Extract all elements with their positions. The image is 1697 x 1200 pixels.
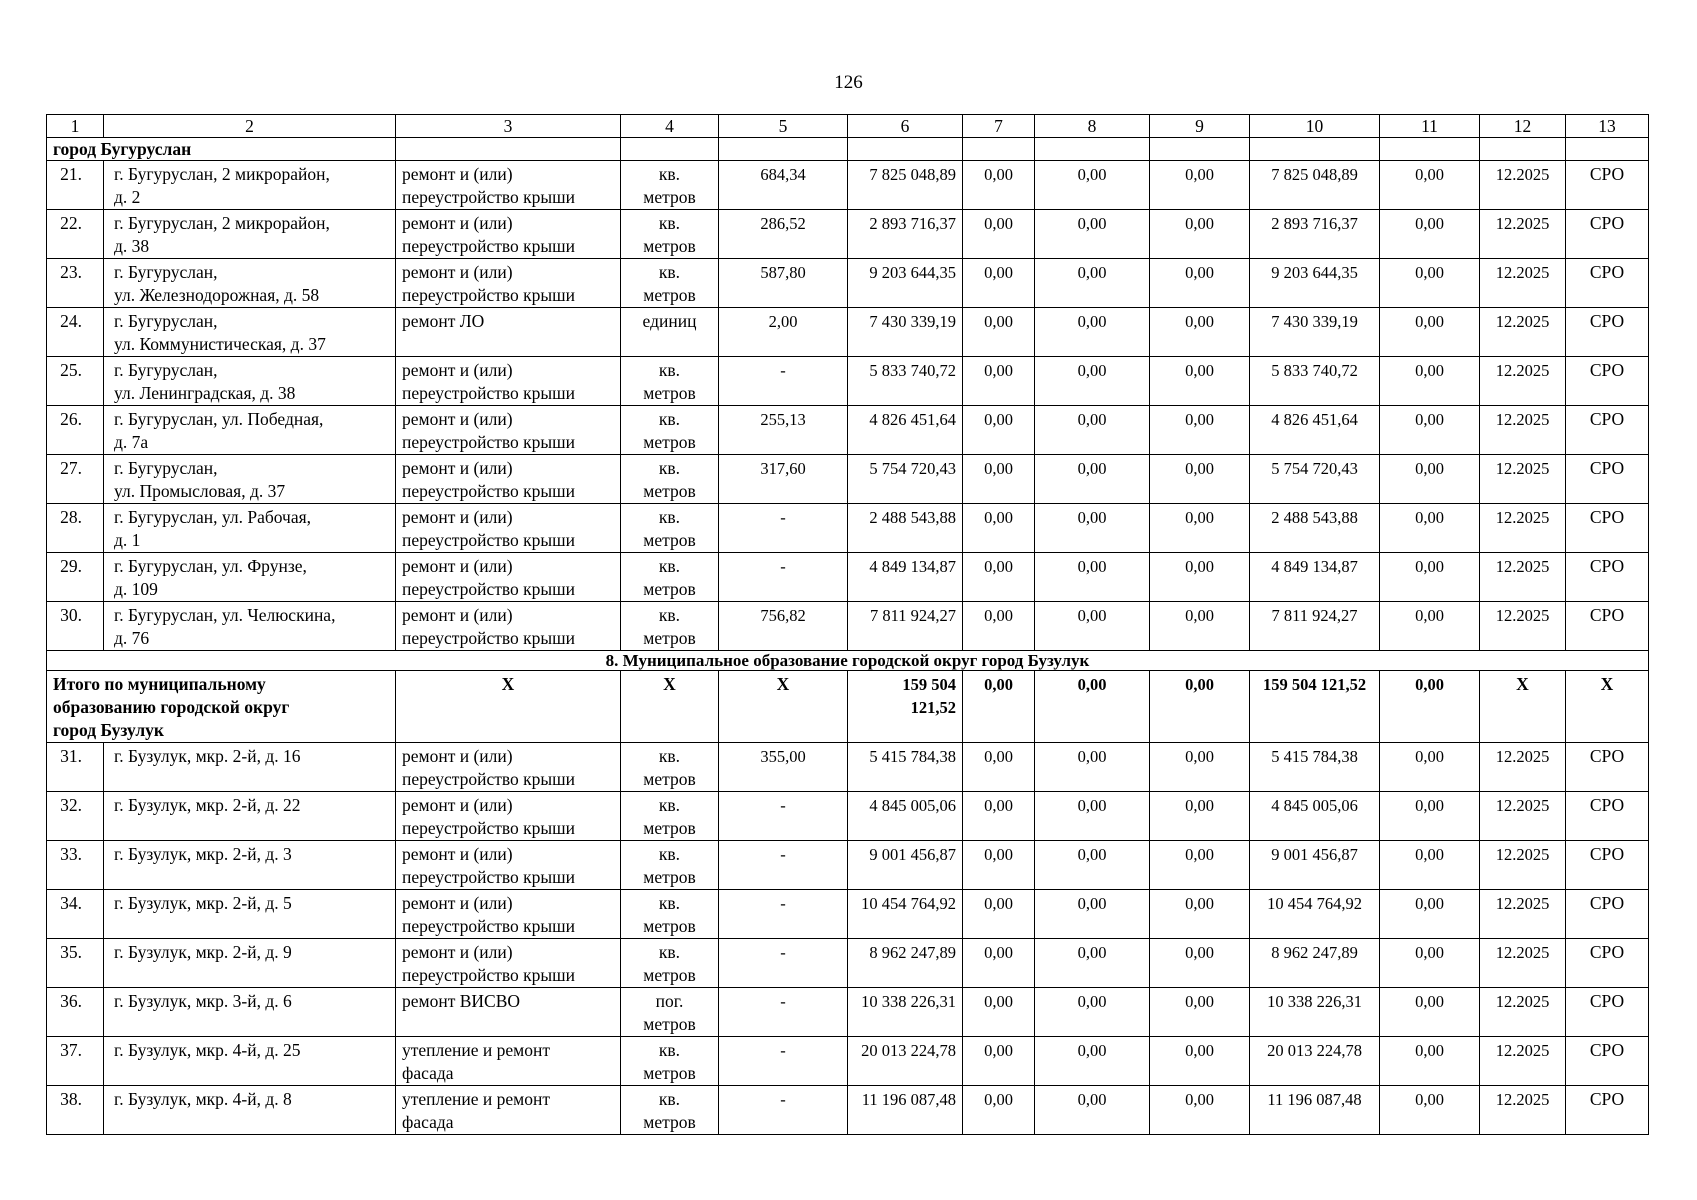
row-number: 25. [47,357,104,406]
column-number-5: 5 [719,115,848,138]
unit-cell: пог. метров [621,988,719,1037]
table-row [47,890,1649,939]
cost-col8-cell: 0,00 [1035,357,1150,406]
unit-cell: кв. метров [621,504,719,553]
unit-cell: кв. метров [621,553,719,602]
address-cell: г. Бузулук, мкр. 4-й, д. 25 [104,1037,396,1086]
column-number-12: 12 [1480,115,1566,138]
deadline-cell: 12.2025 [1480,890,1566,939]
cost-col10-cell: 5 415 784,38 [1250,743,1380,792]
deadline-cell: 12.2025 [1480,841,1566,890]
row-number: 29. [47,553,104,602]
quantity-cell: - [719,504,848,553]
cost-col11-cell: 0,00 [1380,504,1480,553]
cost-col8-cell: 0,00 [1035,504,1150,553]
row-number: 30. [47,602,104,651]
table-row [47,161,1649,210]
cost-col8-cell: 0,00 [1035,259,1150,308]
address-cell: г. Бузулук, мкр. 3-й, д. 6 [104,988,396,1037]
total-cost: 159 504 121,52 [848,671,963,743]
quantity-cell: 756,82 [719,602,848,651]
address-cell: г. Бугуруслан, ул. Рабочая, д. 1 [104,504,396,553]
cost-col9-cell: 0,00 [1150,553,1250,602]
cost-col11-cell: 0,00 [1380,841,1480,890]
total-col12: X [1480,671,1566,743]
section-title-row [47,651,1649,671]
unit-cell: единиц [621,308,719,357]
work-type-cell: ремонт и (или) переустройство крыши [396,602,621,651]
work-type-cell: ремонт и (или) переустройство крыши [396,792,621,841]
deadline-cell: 12.2025 [1480,259,1566,308]
row-number: 21. [47,161,104,210]
cost-col10-cell: 5 833 740,72 [1250,357,1380,406]
cost-col10-cell: 9 001 456,87 [1250,841,1380,890]
cost-col8-cell: 0,00 [1035,602,1150,651]
cost-col9-cell: 0,00 [1150,406,1250,455]
cost-col11-cell: 0,00 [1380,308,1480,357]
total-cost-cell: 20 013 224,78 [848,1037,963,1086]
address-cell: г. Бузулук, мкр. 2-й, д. 22 [104,792,396,841]
cost-col8-cell: 0,00 [1035,988,1150,1037]
quantity-cell: - [719,890,848,939]
cost-col10-cell: 7 811 924,27 [1250,602,1380,651]
row-number: 35. [47,939,104,988]
column-number-3: 3 [396,115,621,138]
unit-cell: кв. метров [621,939,719,988]
work-type-cell: ремонт и (или) переустройство крыши [396,890,621,939]
quantity-cell: 286,52 [719,210,848,259]
method-cell: СРО [1566,357,1649,406]
method-cell: СРО [1566,504,1649,553]
cost-col10-cell: 4 845 005,06 [1250,792,1380,841]
method-cell: СРО [1566,988,1649,1037]
cost-col9-cell: 0,00 [1150,988,1250,1037]
method-cell: СРО [1566,455,1649,504]
column-number-row [47,115,1649,138]
unit-cell: кв. метров [621,890,719,939]
cost-col10-cell: 10 454 764,92 [1250,890,1380,939]
work-type-cell: ремонт и (или) переустройство крыши [396,210,621,259]
cost-col7-cell: 0,00 [963,357,1035,406]
cost-col8-cell: 0,00 [1035,1037,1150,1086]
total-row [47,671,1649,743]
cost-col7-cell: 0,00 [963,455,1035,504]
cost-col11-cell: 0,00 [1380,406,1480,455]
quantity-cell: 255,13 [719,406,848,455]
row-number: 31. [47,743,104,792]
table-row [47,988,1649,1037]
unit-cell: кв. метров [621,743,719,792]
unit-cell: кв. метров [621,792,719,841]
deadline-cell: 12.2025 [1480,792,1566,841]
row-number: 36. [47,988,104,1037]
cost-col7-cell: 0,00 [963,988,1035,1037]
method-cell: СРО [1566,1086,1649,1135]
deadline-cell: 12.2025 [1480,1086,1566,1135]
cost-col10-cell: 7 430 339,19 [1250,308,1380,357]
cost-col7-cell: 0,00 [963,743,1035,792]
total-cost-cell: 10 338 226,31 [848,988,963,1037]
method-cell: СРО [1566,161,1649,210]
table-row [47,939,1649,988]
work-type-cell: утепление и ремонт фасада [396,1086,621,1135]
cost-col9-cell: 0,00 [1150,308,1250,357]
address-cell: г. Бугуруслан, ул. Коммунистическая, д. 37 [104,308,396,357]
cost-col11-cell: 0,00 [1380,890,1480,939]
address-cell: г. Бузулук, мкр. 2-й, д. 16 [104,743,396,792]
table-row [47,357,1649,406]
cost-col11-cell: 0,00 [1380,259,1480,308]
total-cost-cell: 5 754 720,43 [848,455,963,504]
cost-col8-cell: 0,00 [1035,890,1150,939]
method-cell: СРО [1566,602,1649,651]
total-cost-cell: 4 849 134,87 [848,553,963,602]
deadline-cell: 12.2025 [1480,406,1566,455]
row-number: 24. [47,308,104,357]
cost-col8-cell: 0,00 [1035,161,1150,210]
cost-col7-cell: 0,00 [963,553,1035,602]
quantity-cell: 684,34 [719,161,848,210]
column-number-13: 13 [1566,115,1649,138]
work-type-cell: ремонт и (или) переустройство крыши [396,161,621,210]
deadline-cell: 12.2025 [1480,210,1566,259]
cost-col11-cell: 0,00 [1380,988,1480,1037]
cost-col11-cell: 0,00 [1380,553,1480,602]
cost-col10-cell: 2 488 543,88 [1250,504,1380,553]
cost-col8-cell: 0,00 [1035,455,1150,504]
work-type-cell: утепление и ремонт фасада [396,1037,621,1086]
work-type-cell: ремонт и (или) переустройство крыши [396,553,621,602]
total-cost-cell: 2 893 716,37 [848,210,963,259]
deadline-cell: 12.2025 [1480,161,1566,210]
unit-cell: кв. метров [621,210,719,259]
cost-col10-cell: 10 338 226,31 [1250,988,1380,1037]
table-row [47,504,1649,553]
address-cell: г. Бугуруслан, ул. Победная, д. 7а [104,406,396,455]
deadline-cell: 12.2025 [1480,939,1566,988]
unit-cell: кв. метров [621,602,719,651]
table-row [47,1086,1649,1135]
table-row [47,792,1649,841]
cost-col10-cell: 11 196 087,48 [1250,1086,1380,1135]
cost-col8-cell: 0,00 [1035,553,1150,602]
cost-col11-cell: 0,00 [1380,792,1480,841]
row-number: 32. [47,792,104,841]
total-cost-cell: 11 196 087,48 [848,1086,963,1135]
row-number: 37. [47,1037,104,1086]
total-col8: 0,00 [1035,671,1150,743]
cost-col7-cell: 0,00 [963,406,1035,455]
cost-col11-cell: 0,00 [1380,210,1480,259]
deadline-cell: 12.2025 [1480,455,1566,504]
quantity-cell: - [719,939,848,988]
cost-col9-cell: 0,00 [1150,602,1250,651]
work-type-cell: ремонт и (или) переустройство крыши [396,504,621,553]
work-type-cell: ремонт и (или) переустройство крыши [396,743,621,792]
quantity-cell: 587,80 [719,259,848,308]
unit-cell: кв. метров [621,357,719,406]
table-row [47,210,1649,259]
section-title: 8. Муниципальное образование городской округ город Бузулук [47,651,1649,671]
cost-col9-cell: 0,00 [1150,455,1250,504]
deadline-cell: 12.2025 [1480,1037,1566,1086]
table-row [47,1037,1649,1086]
address-cell: г. Бугуруслан, ул. Фрунзе, д. 109 [104,553,396,602]
total-col7: 0,00 [963,671,1035,743]
cost-col10-cell: 5 754 720,43 [1250,455,1380,504]
column-number-8: 8 [1035,115,1150,138]
unit-cell: кв. метров [621,161,719,210]
quantity-cell: - [719,1086,848,1135]
total-col4: X [621,671,719,743]
cost-col9-cell: 0,00 [1150,792,1250,841]
row-number: 34. [47,890,104,939]
cost-col11-cell: 0,00 [1380,1037,1480,1086]
table-row [47,406,1649,455]
method-cell: СРО [1566,553,1649,602]
repair-plan-table [46,114,1649,1135]
cost-col9-cell: 0,00 [1150,743,1250,792]
total-cost-cell: 9 001 456,87 [848,841,963,890]
column-number-11: 11 [1380,115,1480,138]
method-cell: СРО [1566,743,1649,792]
page-number: 126 [834,72,863,93]
row-number: 27. [47,455,104,504]
total-col3: X [396,671,621,743]
total-col10: 159 504 121,52 [1250,671,1380,743]
total-cost-cell: 5 415 784,38 [848,743,963,792]
unit-cell: кв. метров [621,259,719,308]
column-number-7: 7 [963,115,1035,138]
cost-col7-cell: 0,00 [963,792,1035,841]
address-cell: г. Бугуруслан, ул. Железнодорожная, д. 58 [104,259,396,308]
cost-col8-cell: 0,00 [1035,743,1150,792]
method-cell: СРО [1566,841,1649,890]
cost-col9-cell: 0,00 [1150,210,1250,259]
address-cell: г. Бузулук, мкр. 4-й, д. 8 [104,1086,396,1135]
work-type-cell: ремонт ВИСВО [396,988,621,1037]
total-cost-cell: 7 430 339,19 [848,308,963,357]
cost-col11-cell: 0,00 [1380,357,1480,406]
cost-col8-cell: 0,00 [1035,406,1150,455]
method-cell: СРО [1566,210,1649,259]
unit-cell: кв. метров [621,455,719,504]
cost-col10-cell: 20 013 224,78 [1250,1037,1380,1086]
total-cost-cell: 7 825 048,89 [848,161,963,210]
address-cell: г. Бугуруслан, 2 микрорайон, д. 38 [104,210,396,259]
cost-col10-cell: 9 203 644,35 [1250,259,1380,308]
unit-cell: кв. метров [621,1086,719,1135]
address-cell: г. Бугуруслан, ул. Промысловая, д. 37 [104,455,396,504]
address-cell: г. Бугуруслан, ул. Ленинградская, д. 38 [104,357,396,406]
unit-cell: кв. метров [621,1037,719,1086]
city-group-label: город Бугуруслан [47,138,396,161]
cost-col8-cell: 0,00 [1035,792,1150,841]
cost-col7-cell: 0,00 [963,602,1035,651]
total-col9: 0,00 [1150,671,1250,743]
total-col13: X [1566,671,1649,743]
cost-col8-cell: 0,00 [1035,1086,1150,1135]
column-number-2: 2 [104,115,396,138]
quantity-cell: 317,60 [719,455,848,504]
total-cost-cell: 4 826 451,64 [848,406,963,455]
table-row [47,841,1649,890]
total-cost-cell: 7 811 924,27 [848,602,963,651]
cost-col11-cell: 0,00 [1380,602,1480,651]
quantity-cell: - [719,988,848,1037]
row-number: 38. [47,1086,104,1135]
cost-col9-cell: 0,00 [1150,939,1250,988]
total-col11: 0,00 [1380,671,1480,743]
city-group-row [47,138,1649,161]
cost-col9-cell: 0,00 [1150,357,1250,406]
work-type-cell: ремонт и (или) переустройство крыши [396,939,621,988]
cost-col11-cell: 0,00 [1380,455,1480,504]
work-type-cell: ремонт и (или) переустройство крыши [396,259,621,308]
quantity-cell: 355,00 [719,743,848,792]
row-number: 26. [47,406,104,455]
work-type-cell: ремонт и (или) переустройство крыши [396,406,621,455]
method-cell: СРО [1566,308,1649,357]
cost-col11-cell: 0,00 [1380,1086,1480,1135]
cost-col8-cell: 0,00 [1035,210,1150,259]
cost-col9-cell: 0,00 [1150,504,1250,553]
quantity-cell: - [719,1037,848,1086]
table-row [47,602,1649,651]
deadline-cell: 12.2025 [1480,504,1566,553]
table-row [47,455,1649,504]
cost-col7-cell: 0,00 [963,161,1035,210]
quantity-cell: 2,00 [719,308,848,357]
column-number-4: 4 [621,115,719,138]
total-cost-cell: 4 845 005,06 [848,792,963,841]
cost-col10-cell: 4 849 134,87 [1250,553,1380,602]
row-number: 28. [47,504,104,553]
quantity-cell: - [719,357,848,406]
table-row [47,308,1649,357]
unit-cell: кв. метров [621,406,719,455]
row-number: 23. [47,259,104,308]
column-number-1: 1 [47,115,104,138]
cost-col10-cell: 8 962 247,89 [1250,939,1380,988]
cost-col7-cell: 0,00 [963,1086,1035,1135]
cost-col7-cell: 0,00 [963,841,1035,890]
cost-col7-cell: 0,00 [963,890,1035,939]
cost-col7-cell: 0,00 [963,210,1035,259]
table-row [47,743,1649,792]
cost-col8-cell: 0,00 [1035,939,1150,988]
address-cell: г. Бугуруслан, ул. Челюскина, д. 76 [104,602,396,651]
address-cell: г. Бугуруслан, 2 микрорайон, д. 2 [104,161,396,210]
method-cell: СРО [1566,939,1649,988]
method-cell: СРО [1566,792,1649,841]
cost-col8-cell: 0,00 [1035,841,1150,890]
cost-col9-cell: 0,00 [1150,1086,1250,1135]
column-number-9: 9 [1150,115,1250,138]
total-cost-cell: 8 962 247,89 [848,939,963,988]
row-number: 33. [47,841,104,890]
cost-col7-cell: 0,00 [963,259,1035,308]
table-row [47,553,1649,602]
method-cell: СРО [1566,406,1649,455]
cost-col10-cell: 4 826 451,64 [1250,406,1380,455]
total-label: Итого по муниципальному образованию городской округ город Бузулук [47,671,396,743]
work-type-cell: ремонт и (или) переустройство крыши [396,455,621,504]
total-cost-cell: 9 203 644,35 [848,259,963,308]
quantity-cell: - [719,553,848,602]
cost-col9-cell: 0,00 [1150,259,1250,308]
column-number-6: 6 [848,115,963,138]
column-number-10: 10 [1250,115,1380,138]
cost-col8-cell: 0,00 [1035,308,1150,357]
cost-col9-cell: 0,00 [1150,161,1250,210]
deadline-cell: 12.2025 [1480,988,1566,1037]
method-cell: СРО [1566,890,1649,939]
cost-col9-cell: 0,00 [1150,1037,1250,1086]
method-cell: СРО [1566,1037,1649,1086]
total-cost-cell: 5 833 740,72 [848,357,963,406]
deadline-cell: 12.2025 [1480,602,1566,651]
work-type-cell: ремонт и (или) переустройство крыши [396,841,621,890]
deadline-cell: 12.2025 [1480,553,1566,602]
cost-col11-cell: 0,00 [1380,939,1480,988]
cost-col11-cell: 0,00 [1380,161,1480,210]
method-cell: СРО [1566,259,1649,308]
total-cost-cell: 2 488 543,88 [848,504,963,553]
address-cell: г. Бузулук, мкр. 2-й, д. 9 [104,939,396,988]
cost-col7-cell: 0,00 [963,1037,1035,1086]
cost-col7-cell: 0,00 [963,308,1035,357]
cost-col7-cell: 0,00 [963,504,1035,553]
unit-cell: кв. метров [621,841,719,890]
row-number: 22. [47,210,104,259]
total-cost-cell: 10 454 764,92 [848,890,963,939]
work-type-cell: ремонт ЛО [396,308,621,357]
cost-col11-cell: 0,00 [1380,743,1480,792]
address-cell: г. Бузулук, мкр. 2-й, д. 5 [104,890,396,939]
quantity-cell: - [719,792,848,841]
quantity-cell: - [719,841,848,890]
total-col5: X [719,671,848,743]
cost-col10-cell: 7 825 048,89 [1250,161,1380,210]
cost-col9-cell: 0,00 [1150,890,1250,939]
cost-col10-cell: 2 893 716,37 [1250,210,1380,259]
deadline-cell: 12.2025 [1480,743,1566,792]
cost-col7-cell: 0,00 [963,939,1035,988]
table-row [47,259,1649,308]
work-type-cell: ремонт и (или) переустройство крыши [396,357,621,406]
deadline-cell: 12.2025 [1480,357,1566,406]
address-cell: г. Бузулук, мкр. 2-й, д. 3 [104,841,396,890]
cost-col9-cell: 0,00 [1150,841,1250,890]
deadline-cell: 12.2025 [1480,308,1566,357]
